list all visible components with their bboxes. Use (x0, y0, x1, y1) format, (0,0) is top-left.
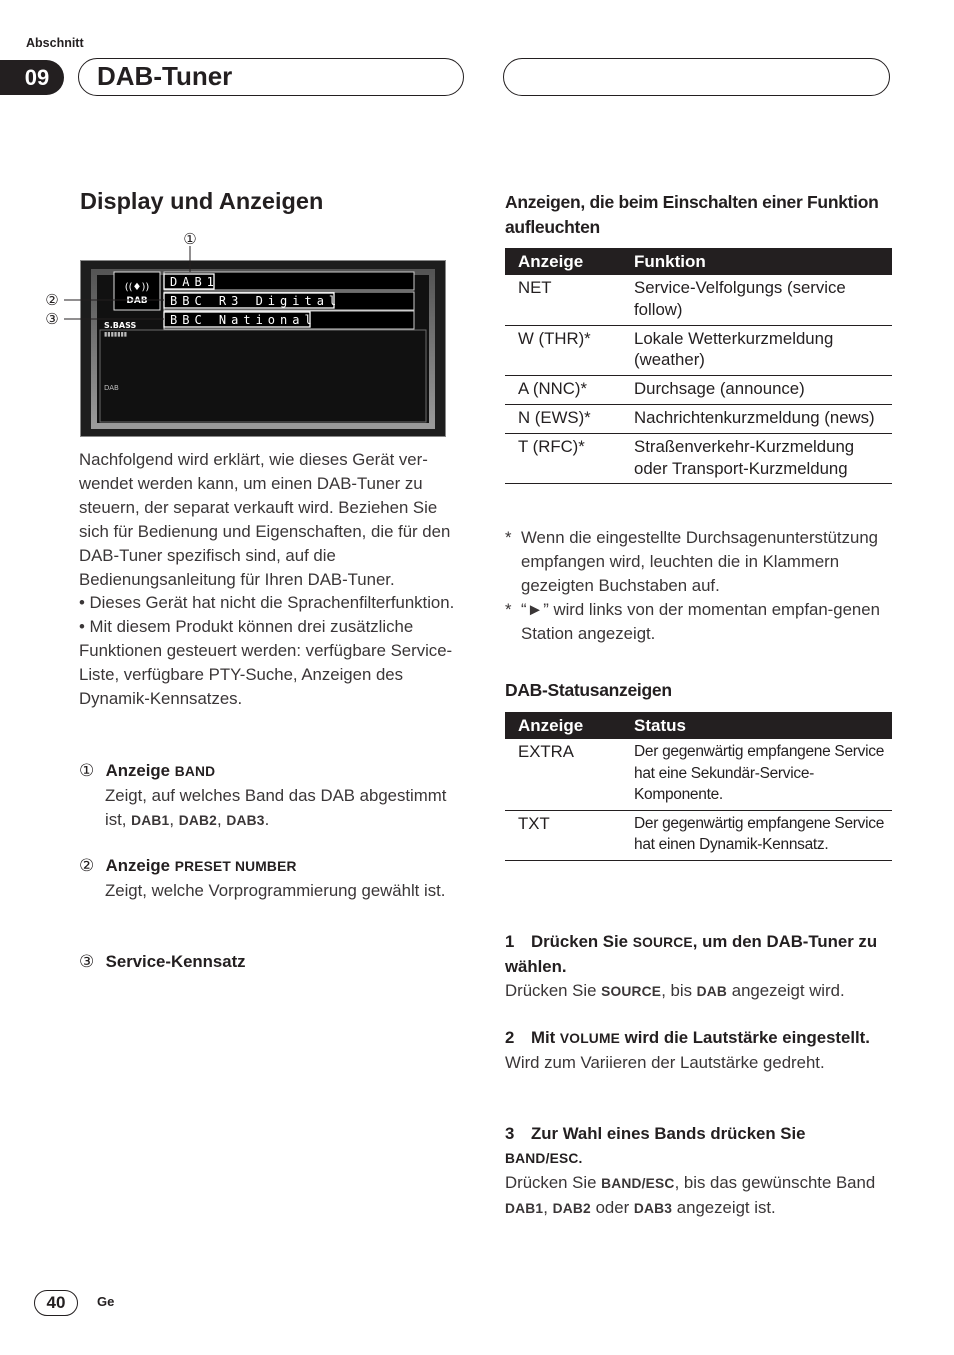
intro-paragraph: Nachfolgend wird erklärt, wie dieses Gerät ver-wendet werden kann, um einen DAB-Tuner zu steuern, der separat verkauft wird. Beziehen Sie sich für Bedienung und Eigenschaften, die für den DAB-Tuner spezifisch sind, auf die Bedienungsanleitung für Ihren DAB-Tuner. (79, 450, 451, 589)
column-header: Anzeige (505, 248, 621, 275)
callout-heading: Anzeige (105, 856, 171, 875)
function-table (505, 248, 892, 484)
table-header-row (505, 248, 892, 275)
band-name: DAB2 (178, 812, 218, 828)
step-text: Drücken Sie (505, 1172, 597, 1192)
table-cell: Nachrichtenkurzmeldung (news) (621, 404, 892, 433)
step-text: , bis (661, 980, 692, 1000)
table-cell: Service-Velfolgungs (service follow) (621, 275, 892, 325)
step-1 (505, 930, 890, 1004)
table-cell: N (EWS)* (505, 404, 621, 433)
footnote-text: Wenn die eingestellte Durchsagenunterstützung empfangen wird, leuchten die in Klammern gezeigten Buchstaben auf. (521, 528, 878, 595)
table-row (505, 376, 892, 405)
status-table-heading: DAB-Statusanzeigen (505, 680, 672, 700)
intro-text (79, 448, 471, 711)
callout-item-service (79, 950, 464, 974)
lcd-status-label: S.BASS (104, 321, 137, 330)
table-cell: T (RFC)* (505, 433, 621, 484)
callout-number: ① (79, 761, 95, 780)
table-cell: TXT (505, 810, 621, 860)
table-row (505, 325, 892, 376)
step-number: 1 (505, 932, 515, 951)
callout-heading-caps: PRESET NUMBER (174, 859, 297, 874)
table-row (505, 404, 892, 433)
step-number: 2 (505, 1028, 515, 1047)
column-header: Funktion (621, 248, 892, 275)
footnote: * Wenn die eingestellte Durchsagenunterstützung empfangen wird, leuchten die in Klammern gezeigten Buchstaben auf. (505, 528, 878, 595)
step-heading: wird die Lautstärke eingestellt. (624, 1028, 870, 1047)
table-cell: NET (505, 275, 621, 325)
band-name: DAB3 (633, 1200, 673, 1216)
function-table-heading: Anzeigen, die beim Einschalten einer Funktion aufleuchten (505, 192, 879, 237)
step-text: , (543, 1197, 548, 1217)
footnote-text: “►” wird links von der momentan empfan-genen Station angezeigt. (521, 599, 880, 643)
table-cell: Der gegenwärtig empfangene Service hat eine Sekundär-Service-Komponente. (621, 739, 892, 810)
table-cell: EXTRA (505, 739, 621, 810)
band-name: DAB (696, 983, 728, 999)
step-text: Wird zum Variieren der Lautstärke gedreht. (505, 1052, 825, 1072)
table-header-row (505, 712, 892, 739)
chapter-badge: 09 (0, 60, 64, 95)
section-heading: Display und Anzeigen (80, 188, 324, 214)
button-name: VOLUME (559, 1031, 620, 1046)
language-code: Ge (97, 1294, 115, 1309)
band-name: DAB1 (131, 812, 170, 828)
table-cell: Straßenverkehr-Kurzmeldung oder Transport-Kurzmeldung (621, 433, 892, 484)
step-text: angezeigt ist. (676, 1197, 776, 1217)
step-text: oder (595, 1197, 630, 1217)
footnote: * “►” wird links von der momentan empfan-genen Station angezeigt. (505, 599, 880, 643)
callout-description: Zeigt, auf welches Band das DAB abgestimmt ist, (105, 785, 447, 829)
callout-number: ② (79, 856, 95, 875)
icon-label: DAB (126, 296, 148, 306)
button-name: BAND/ESC (601, 1175, 675, 1191)
intro-bullet: • Mit diesem Produkt können drei zusätzliche Funktionen gesteuert werden: verfügbare Service-Liste, verfügbare PTY-Suche, Anzeigen des Dynamik-Kennsatzes. (79, 617, 453, 709)
callout-heading-caps: BAND (174, 764, 216, 779)
callout-heading: Anzeige (105, 761, 171, 780)
section-label: Abschnitt (26, 36, 84, 50)
antenna-icon: ((♦)) (124, 282, 150, 293)
table-cell: A (NNC)* (505, 376, 621, 405)
lcd-band-text: DAB1 (170, 275, 219, 289)
callout-marker-2: ② (45, 291, 59, 309)
table-row (505, 810, 892, 860)
lcd-preset-text: BBC R3 Digital (170, 294, 342, 308)
table-cell: Der gegenwärtig empfangene Service hat einen Dynamik-Kennsatz. (621, 810, 892, 860)
band-name: DAB3 (226, 812, 265, 828)
callout-description: Zeigt, welche Vorprogrammierung gewählt ist. (105, 880, 446, 900)
lcd-service-text: BBC National (170, 313, 317, 327)
table-row (505, 739, 892, 810)
step-3 (505, 1122, 890, 1221)
page-title: DAB-Tuner (97, 61, 233, 91)
callout-item-band: ① Anzeige BAND Zeigt, auf welches Band das DAB abgestimmt ist, DAB1, DAB2, DAB3. (79, 761, 447, 829)
button-name: SOURCE (632, 935, 693, 950)
table-cell: Lokale Wetterkurzmeldung (weather) (621, 325, 892, 376)
intro-bullet: • Dieses Gerät hat nicht die Sprachenfilterfunktion. (79, 593, 455, 613)
callout-marker-1: ① (183, 230, 197, 248)
column-header: Status (621, 712, 892, 739)
step-text: , bis das gewünschte Band (674, 1172, 876, 1192)
callout-marker-3: ③ (45, 310, 59, 328)
table-cell: Durchsage (announce) (621, 376, 892, 405)
step-heading: Mit (531, 1028, 556, 1047)
footnotes (505, 526, 890, 646)
step-text: angezeigt wird. (731, 980, 845, 1000)
table-cell: W (THR)* (505, 325, 621, 376)
callout-number: ③ (79, 952, 95, 971)
band-name: DAB1 (505, 1200, 544, 1216)
step-heading: Zur Wahl eines Bands drücken Sie (531, 1124, 806, 1143)
callout-item-preset (79, 854, 464, 903)
table-row (505, 433, 892, 484)
button-name: BAND/ESC. (505, 1150, 583, 1166)
button-name: SOURCE (601, 983, 662, 999)
page-number: 40 (34, 1290, 78, 1316)
step-text: Drücken Sie (505, 980, 597, 1000)
lcd-bottom-label: DAB (104, 384, 119, 392)
status-table (505, 712, 892, 861)
step-2 (505, 1026, 890, 1075)
band-name: DAB2 (552, 1200, 591, 1216)
table-row (505, 275, 892, 325)
column-header: Anzeige (505, 712, 621, 739)
level-meter-icon: ▮▮▮▮▮▮▮ (104, 331, 128, 338)
step-number: 3 (505, 1124, 515, 1143)
callout-heading: Service-Kennsatz (105, 952, 246, 971)
step-heading: Drücken Sie (531, 932, 629, 951)
step-heading: , um den DAB-Tuner zu wählen. (505, 932, 878, 976)
